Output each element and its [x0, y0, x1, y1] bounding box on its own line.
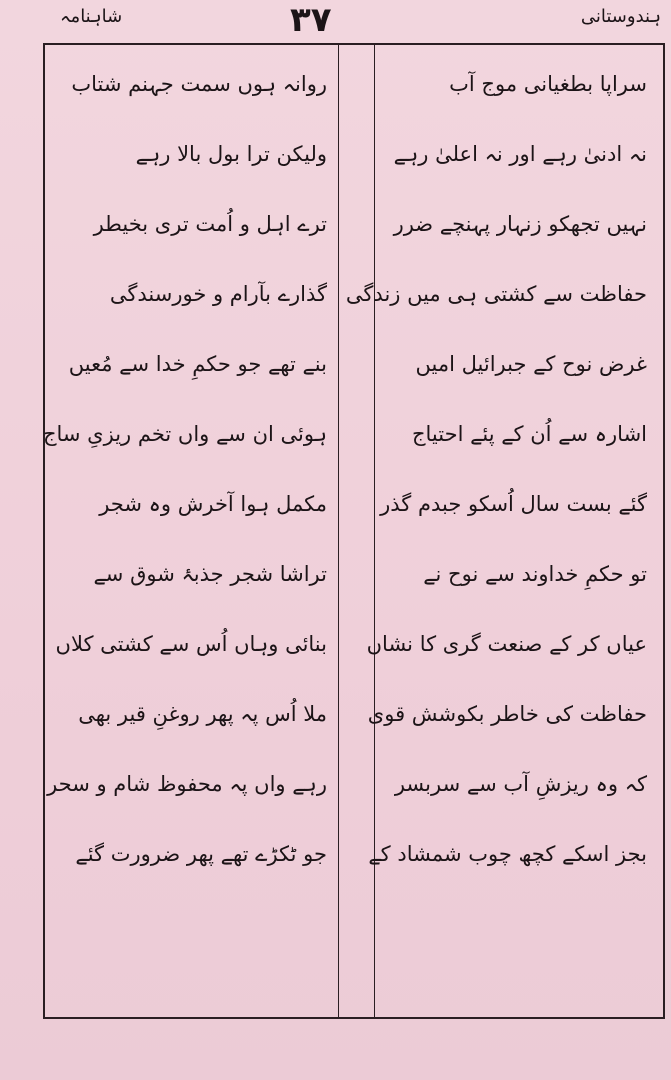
verse-line: اشارہ سے اُن کے پئے احتیاج [411, 422, 647, 446]
verse-line: تراشا شجر جذبۂ شوق سے [93, 562, 327, 586]
verse-line: جو ٹکڑے تھے پھر ضرورت گئے [75, 842, 327, 866]
verse-line: ترے اہل و اُمت تری بخیطر [93, 212, 327, 236]
verse-line: بنے تھے جو حکمِ خدا سے مُعیں [68, 352, 327, 376]
verse-line: روانہ ہوں سمت جہنم شتاب [71, 72, 327, 96]
running-title-left: شاہنامہ [60, 6, 123, 27]
running-title-right: ہندوستانی [580, 6, 661, 27]
page-number: ۳۷ [290, 0, 332, 40]
verse-line: غرض نوح کے جبرائیل امیں [415, 352, 647, 376]
verse-line: بنائی وہاں اُس سے کشتی کلاں [55, 632, 327, 656]
verse-line: تو حکمِ خداوند سے نوح نے [423, 562, 647, 586]
verse-line: ملا اُس پہ پھر روغنِ قیر بھی [78, 702, 327, 726]
verse-line: کہ وہ ریزشِ آب سے سربسر [394, 772, 647, 796]
verse-line: گذارے بآرام و خورسندگی [109, 282, 327, 306]
page-header [0, 0, 671, 40]
verse-line: نہ ادنیٰ رہے اور نہ اعلیٰ رہے [393, 142, 647, 166]
verse-line: ہوئی ان سے واں تخم ریزیِ ساج [42, 422, 327, 446]
verse-line: حفاظت سے کشتی ہی میں زندگی [345, 282, 647, 306]
verse-line: نہیں تجھکو زنہار پہنچے ضرر [393, 212, 647, 236]
verse-line: بجز اسکے کچھ چوب شمشاد کے [368, 842, 647, 866]
verse-line: گئے بست سال اُسکو جبدم گذر [380, 492, 647, 516]
verse-line: سراپا بطغیانی موج آب [449, 72, 647, 96]
verse-line: حفاظت کی خاطر بکوشش قوی [367, 702, 647, 726]
verse-line: عیاں کر کے صنعت گری کا نشاں [366, 632, 647, 656]
right-verse-column [345, 59, 647, 899]
left-verse-column [42, 59, 327, 899]
verse-line: ولیکن ترا بول بالا رہے [135, 142, 327, 166]
column-divider [338, 45, 339, 1017]
verse-line: مکمل ہوا آخرش وہ شجر [99, 492, 327, 516]
text-frame [43, 43, 665, 1019]
verse-line: رہے واں پہ محفوظ شام و سحر [47, 772, 327, 796]
